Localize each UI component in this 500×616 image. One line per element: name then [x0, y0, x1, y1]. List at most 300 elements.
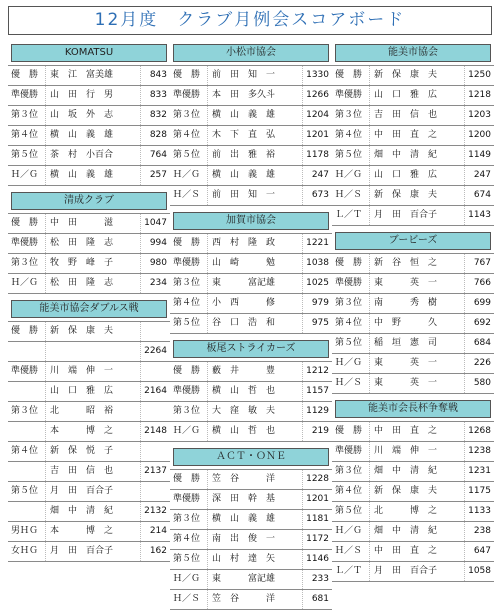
rank-label: 準優勝 [170, 490, 208, 509]
section-title: 能美市協会 [335, 44, 491, 62]
rank-label: 優 勝 [8, 66, 46, 85]
score-row [332, 206, 494, 226]
rank-label: Ｌ／Ｔ [332, 206, 370, 225]
score-value: 979 [302, 294, 332, 313]
score-row [8, 542, 170, 562]
score-value: 1178 [302, 146, 332, 165]
score-row [8, 402, 170, 422]
score-row [332, 562, 494, 582]
score-table [170, 233, 332, 334]
score-value: 1172 [302, 530, 332, 549]
score-value: 247 [464, 166, 494, 185]
player-name: 山 崎 勉 [212, 258, 276, 268]
score-row [332, 354, 494, 374]
score-section [170, 340, 332, 442]
score-value [140, 402, 170, 421]
rank-label: 第４位 [170, 530, 208, 549]
score-row [170, 314, 332, 334]
score-value: 1221 [302, 234, 332, 253]
score-value [140, 442, 170, 461]
rank-label: Ｈ／Ｇ [332, 354, 370, 373]
rank-label: 準優勝 [332, 274, 370, 293]
player-name: 横 山 義 雄 [50, 170, 114, 180]
rank-label: Ｈ／Ｓ [332, 542, 370, 561]
player-name: 稲 垣 憲 司 [374, 338, 438, 348]
score-row [170, 550, 332, 570]
score-row [332, 422, 494, 442]
rank-label: 準優勝 [332, 86, 370, 105]
rank-label: Ｈ／Ｇ [170, 166, 208, 185]
rank-label: Ｈ／Ｇ [170, 570, 208, 589]
score-row [170, 530, 332, 550]
rank-label: 男ＨＧ [8, 522, 46, 541]
rank-label: Ｈ／Ｇ [332, 166, 370, 185]
rank-label: 準優勝 [8, 362, 46, 381]
score-value: 843 [140, 66, 170, 85]
score-value: 1212 [302, 362, 332, 381]
score-value: 226 [464, 354, 494, 373]
score-row [8, 362, 170, 382]
rank-label: 第３位 [8, 402, 46, 421]
rank-label: Ｌ／Ｔ [332, 562, 370, 581]
player-name: 小 西 修 [212, 298, 276, 308]
score-row [332, 442, 494, 462]
score-value: 980 [140, 254, 170, 273]
score-row [332, 166, 494, 186]
section-title: 小松市協会 [173, 44, 329, 62]
score-value: 1201 [302, 126, 332, 145]
rank-label: 第３位 [170, 510, 208, 529]
score-value: 1203 [464, 106, 494, 125]
player-name: 山 田 行 男 [50, 90, 114, 100]
score-row [170, 510, 332, 530]
rank-label: 優 勝 [8, 322, 46, 341]
player-name: 中 田 直 之 [374, 546, 438, 556]
rank-label: Ｈ／Ｓ [170, 186, 208, 205]
player-name: 畑 中 清 紀 [374, 466, 438, 476]
rank-label: 第４位 [8, 442, 46, 461]
rank-label [8, 342, 46, 361]
score-value: 699 [464, 294, 494, 313]
player-name: 横 山 哲 也 [212, 386, 276, 396]
player-name: 本 博 之 [50, 426, 114, 436]
score-section [8, 44, 170, 186]
player-name: 中 田 直 之 [374, 426, 438, 436]
score-row [332, 186, 494, 206]
score-row [170, 234, 332, 254]
player-name: 西 村 隆 政 [212, 238, 276, 248]
score-row [170, 106, 332, 126]
score-value: 257 [140, 166, 170, 185]
player-name: 深 田 幹 基 [212, 494, 276, 504]
player-name: 川 端 伸 一 [374, 446, 438, 456]
rank-label: 準優勝 [8, 234, 46, 253]
rank-label: 第３位 [332, 294, 370, 313]
section-title: 加賀市協会 [173, 212, 329, 230]
score-table [170, 469, 332, 610]
score-section [170, 44, 332, 206]
score-section [8, 192, 170, 294]
score-value: 647 [464, 542, 494, 561]
rank-label: 女ＨＧ [8, 542, 46, 561]
score-row [170, 422, 332, 442]
score-value [140, 322, 170, 341]
score-value: 238 [464, 522, 494, 541]
score-section [8, 300, 170, 562]
score-section [332, 44, 494, 226]
score-table [170, 65, 332, 206]
score-value: 1200 [464, 126, 494, 145]
rank-label: 第４位 [170, 126, 208, 145]
score-row [332, 294, 494, 314]
section-title: KOMATSU [11, 44, 167, 62]
score-row [170, 166, 332, 186]
score-row [170, 186, 332, 206]
player-name: 中 野 久 [374, 318, 438, 328]
score-row [332, 502, 494, 522]
score-row [170, 254, 332, 274]
score-value: 214 [140, 522, 170, 541]
player-name: 前 田 知 一 [212, 190, 276, 200]
score-row [8, 214, 170, 234]
score-table [8, 321, 170, 562]
rank-label: 第３位 [332, 462, 370, 481]
section-title: 清成クラブ [11, 192, 167, 210]
rank-label: 第３位 [170, 106, 208, 125]
score-row [8, 234, 170, 254]
score-section [332, 232, 494, 394]
player-name: 吉 田 信 也 [50, 466, 114, 476]
score-value: 1201 [302, 490, 332, 509]
rank-label: 第４位 [170, 294, 208, 313]
player-name: 大 窪 敏 夫 [212, 406, 276, 416]
player-name: 木 下 直 弘 [212, 130, 276, 140]
rank-label [8, 382, 46, 401]
score-value: 994 [140, 234, 170, 253]
score-value: 1058 [464, 562, 494, 581]
section-title: 板尾ストライカーズ [173, 340, 329, 358]
rank-label: 優 勝 [8, 214, 46, 233]
score-table [332, 65, 494, 226]
player-name: 新 谷 恒 之 [374, 258, 438, 268]
player-name: 茶 村 小百合 [50, 150, 114, 160]
score-value: 1218 [464, 86, 494, 105]
player-name: 前 出 雅 裕 [212, 150, 276, 160]
rank-label: 第４位 [332, 314, 370, 333]
player-name: 牧 野 峰 子 [50, 258, 114, 268]
rank-label: 第５位 [332, 334, 370, 353]
rank-label: 第３位 [8, 106, 46, 125]
score-value [140, 482, 170, 501]
rank-label: 第４位 [8, 126, 46, 145]
score-value: 828 [140, 126, 170, 145]
score-section [170, 212, 332, 334]
player-name: 横 山 義 雄 [212, 170, 276, 180]
player-name: 中 田 直 之 [374, 130, 438, 140]
rank-label: 優 勝 [170, 234, 208, 253]
score-row [332, 482, 494, 502]
score-value: 247 [302, 166, 332, 185]
score-row [170, 570, 332, 590]
section-title: ブービーズ [335, 232, 491, 250]
score-value: 975 [302, 314, 332, 333]
score-row [170, 490, 332, 510]
score-value: 2148 [140, 422, 170, 441]
section-title: 能美市協会ダブルス戦 [11, 300, 167, 318]
rank-label: 準優勝 [170, 254, 208, 273]
section-title: ＡＣＴ・ＯＮＥ [173, 448, 329, 466]
column-right [332, 44, 494, 588]
rank-label: 第５位 [170, 146, 208, 165]
score-row [170, 362, 332, 382]
rank-label: 第５位 [332, 502, 370, 521]
score-row [8, 522, 170, 542]
player-name: 藪 井 豊 [212, 366, 276, 376]
rank-label [8, 502, 46, 521]
score-value: 2164 [140, 382, 170, 401]
score-row [170, 470, 332, 490]
score-value: 692 [464, 314, 494, 333]
rank-label: 第５位 [332, 146, 370, 165]
score-value: 681 [302, 590, 332, 609]
player-name: 東 英 一 [374, 278, 438, 288]
rank-label: 第３位 [170, 274, 208, 293]
score-value: 1146 [302, 550, 332, 569]
score-row [8, 422, 170, 442]
score-value: 1175 [464, 482, 494, 501]
score-row [170, 146, 332, 166]
score-row [8, 126, 170, 146]
rank-label: Ｈ／Ｇ [8, 274, 46, 293]
score-row [8, 322, 170, 342]
rank-label: Ｈ／Ｓ [332, 186, 370, 205]
score-section [332, 400, 494, 582]
player-name: 南 秀 樹 [374, 298, 438, 308]
player-name: 東 富記雄 [212, 574, 276, 584]
rank-label: Ｈ／Ｇ [8, 166, 46, 185]
score-section [170, 448, 332, 610]
rank-label: Ｈ／Ｓ [332, 374, 370, 393]
player-name: 山 口 雅 広 [374, 90, 438, 100]
score-row [8, 146, 170, 166]
player-name: 北 博 之 [374, 506, 438, 516]
rank-label: 優 勝 [332, 422, 370, 441]
score-row [332, 522, 494, 542]
score-row [170, 126, 332, 146]
score-value [140, 362, 170, 381]
player-name: 畑 中 清 紀 [50, 506, 114, 516]
player-name: 畑 中 清 紀 [374, 150, 438, 160]
player-name: 横 山 義 雄 [212, 514, 276, 524]
score-value: 764 [140, 146, 170, 165]
player-name: 月 田 百合子 [374, 566, 438, 576]
score-value: 1250 [464, 66, 494, 85]
player-name: 新 保 康 夫 [374, 486, 438, 496]
score-value: 674 [464, 186, 494, 205]
score-value: 1133 [464, 502, 494, 521]
score-table [170, 361, 332, 442]
score-row [332, 86, 494, 106]
player-name: 新 保 康 夫 [50, 326, 114, 336]
player-name: 東 富記雄 [212, 278, 276, 288]
player-name: 北 昭 裕 [50, 406, 114, 416]
player-name: 山 村 達 矢 [212, 554, 276, 564]
rank-label: 準優勝 [170, 382, 208, 401]
score-value: 1038 [302, 254, 332, 273]
score-value: 1268 [464, 422, 494, 441]
score-row [8, 462, 170, 482]
player-name: 吉 田 信 也 [374, 110, 438, 120]
player-name: 東 英 一 [374, 358, 438, 368]
score-row [170, 86, 332, 106]
rank-label: 第５位 [8, 146, 46, 165]
score-value: 234 [140, 274, 170, 293]
rank-label [8, 462, 46, 481]
score-value: 1143 [464, 206, 494, 225]
rank-label: 準優勝 [8, 86, 46, 105]
player-name: 山 坂 外 志 [50, 110, 114, 120]
score-table [8, 213, 170, 294]
player-name: 新 保 悦 子 [50, 446, 114, 456]
score-value: 1330 [302, 66, 332, 85]
score-row [170, 402, 332, 422]
player-name: 東 英 一 [374, 378, 438, 388]
score-value: 233 [302, 570, 332, 589]
rank-label: Ｈ／Ｇ [170, 422, 208, 441]
score-table [8, 65, 170, 186]
score-table [332, 421, 494, 582]
score-value: 766 [464, 274, 494, 293]
score-value: 833 [140, 86, 170, 105]
player-name: 畑 中 清 紀 [374, 526, 438, 536]
score-row [332, 106, 494, 126]
score-row [8, 66, 170, 86]
score-row [332, 66, 494, 86]
rank-label: 優 勝 [170, 66, 208, 85]
player-name: 谷 口 浩 和 [212, 318, 276, 328]
rank-label: 第３位 [8, 254, 46, 273]
player-name: 新 保 康 夫 [374, 70, 438, 80]
rank-label: 第５位 [170, 550, 208, 569]
rank-label: Ｈ／Ｇ [332, 522, 370, 541]
rank-label: 優 勝 [170, 470, 208, 489]
rank-label: 第５位 [8, 482, 46, 501]
score-row [8, 502, 170, 522]
rank-label: 優 勝 [332, 254, 370, 273]
rank-label: 第４位 [332, 126, 370, 145]
score-value: 767 [464, 254, 494, 273]
score-value: 162 [140, 542, 170, 561]
score-value: 1025 [302, 274, 332, 293]
score-value: 2132 [140, 502, 170, 521]
score-value: 1231 [464, 462, 494, 481]
page-title: 12月度 クラブ月例会スコアボード [8, 6, 492, 35]
rank-label: 第３位 [332, 106, 370, 125]
section-title: 能美市会長杯争奪戦 [335, 400, 491, 418]
rank-label: 第５位 [170, 314, 208, 333]
score-row [8, 382, 170, 402]
score-value: 1129 [302, 402, 332, 421]
score-row [332, 334, 494, 354]
score-row [170, 590, 332, 610]
column-left [8, 44, 170, 568]
score-row [8, 482, 170, 502]
player-name: 川 端 伸 一 [50, 366, 114, 376]
player-name: 横 山 義 雄 [50, 130, 114, 140]
score-value: 673 [302, 186, 332, 205]
score-row [332, 462, 494, 482]
score-row [8, 106, 170, 126]
score-row [8, 86, 170, 106]
player-name: 松 田 隆 志 [50, 278, 114, 288]
score-row [170, 274, 332, 294]
score-value: 2264 [140, 342, 170, 361]
score-row [332, 126, 494, 146]
score-row [332, 254, 494, 274]
score-row [8, 274, 170, 294]
score-row [170, 294, 332, 314]
score-value: 1266 [302, 86, 332, 105]
score-value: 580 [464, 374, 494, 393]
score-row [8, 442, 170, 462]
score-row [332, 542, 494, 562]
player-name: 南 出 俊 一 [212, 534, 276, 544]
score-row [8, 342, 170, 362]
player-name: 本 田 多久斗 [212, 90, 276, 100]
rank-label: 優 勝 [332, 66, 370, 85]
player-name: 山 口 雅 広 [50, 386, 114, 396]
rank-label [8, 422, 46, 441]
player-name: 東 江 富美雄 [50, 70, 114, 80]
score-row [170, 382, 332, 402]
player-name: 笠 谷 洋 [212, 594, 276, 604]
player-name: 前 田 知 一 [212, 70, 276, 80]
rank-label: 第３位 [170, 402, 208, 421]
score-value: 1204 [302, 106, 332, 125]
player-name: 松 田 隆 志 [50, 238, 114, 248]
rank-label: 第４位 [332, 482, 370, 501]
player-name: 月 田 百合子 [50, 546, 114, 556]
rank-label: Ｈ／Ｓ [170, 590, 208, 609]
score-value: 2137 [140, 462, 170, 481]
player-name: 横 山 義 雄 [212, 110, 276, 120]
score-row [332, 374, 494, 394]
player-name: 本 博 之 [50, 526, 114, 536]
score-value: 1238 [464, 442, 494, 461]
player-name [46, 342, 140, 361]
score-value: 1149 [464, 146, 494, 165]
player-name: 山 口 雅 広 [374, 170, 438, 180]
score-row [170, 66, 332, 86]
score-value: 832 [140, 106, 170, 125]
score-value: 1228 [302, 470, 332, 489]
score-value: 219 [302, 422, 332, 441]
score-value: 684 [464, 334, 494, 353]
player-name: 横 山 哲 也 [212, 426, 276, 436]
column-middle [170, 44, 332, 616]
player-name: 笠 谷 洋 [212, 474, 276, 484]
player-name: 月 田 百合子 [374, 210, 438, 220]
score-value: 1047 [140, 214, 170, 233]
score-value: 1181 [302, 510, 332, 529]
score-row [8, 166, 170, 186]
score-row [332, 146, 494, 166]
score-row [8, 254, 170, 274]
rank-label: 準優勝 [332, 442, 370, 461]
player-name: 中 田 滋 [50, 218, 114, 228]
score-row [332, 274, 494, 294]
player-name: 月 田 百合子 [50, 486, 114, 496]
